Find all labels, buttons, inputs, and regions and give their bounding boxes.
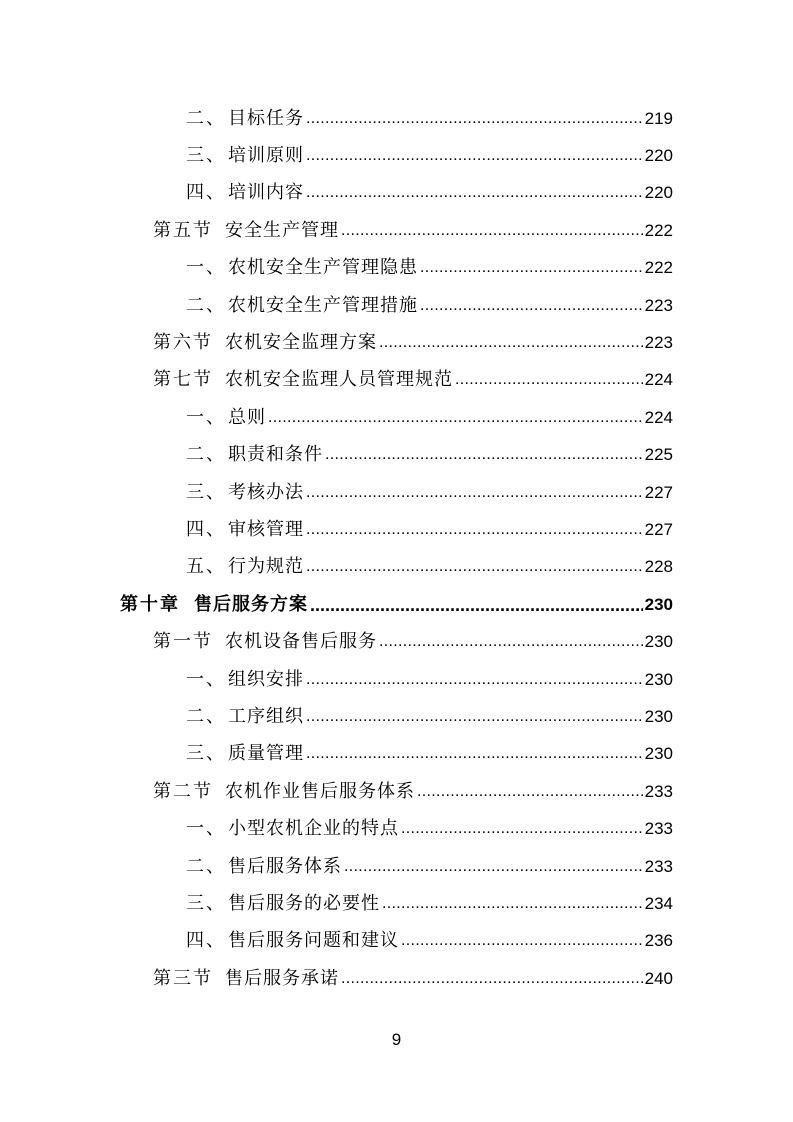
toc-entry-number: 第二节: [153, 780, 213, 802]
toc-entry-page: 223: [644, 332, 673, 352]
toc-entry[interactable]: [153, 624, 673, 661]
toc-entry-number: 一、: [186, 668, 226, 690]
toc-entry-page: 223: [644, 295, 673, 315]
toc-entry-title: 农机作业售后服务体系: [225, 780, 415, 802]
toc-entry[interactable]: [186, 250, 673, 287]
toc-dot-leader: [401, 931, 643, 951]
toc-dot-leader: [344, 857, 643, 877]
toc-entry[interactable]: [186, 923, 673, 960]
toc-entry-page: 230: [644, 594, 673, 614]
toc-entry-number: 三、: [186, 481, 226, 503]
toc-entry[interactable]: [186, 175, 673, 212]
toc-entry-number: 第七节: [153, 369, 213, 391]
toc-entry-title: 职责和条件: [228, 444, 323, 466]
toc-entry-page: 230: [644, 632, 673, 652]
toc-dot-leader: [455, 370, 643, 390]
toc-dot-leader: [306, 707, 643, 727]
toc-dot-leader: [306, 557, 643, 577]
toc-entry-number: 二、: [186, 107, 226, 129]
toc-entry-number: 五、: [186, 556, 226, 578]
toc-entry-page: 219: [644, 108, 673, 128]
toc-entry[interactable]: [120, 586, 673, 623]
toc-dot-leader: [310, 595, 643, 615]
toc-entry[interactable]: [153, 212, 673, 249]
toc-entry-title: 售后服务问题和建议: [228, 930, 399, 952]
toc-entry-title: 工序组织: [228, 705, 304, 727]
toc-dot-leader: [341, 221, 643, 241]
toc-entry-title: 售后服务的必要性: [228, 892, 380, 914]
toc-entry-title: 农机安全生产管理隐患: [228, 257, 418, 279]
toc-entry-title: 售后服务承诺: [225, 967, 339, 989]
toc-entry-title: 组织安排: [228, 668, 304, 690]
toc-entry-number: 三、: [186, 743, 226, 765]
toc-entry-page: 233: [644, 856, 673, 876]
toc-entry-number: 四、: [186, 518, 226, 540]
toc-entry[interactable]: [153, 362, 673, 399]
toc-entry-title: 培训原则: [228, 144, 304, 166]
toc-dot-leader: [306, 520, 643, 540]
toc-entry-number: 二、: [186, 444, 226, 466]
toc-dot-leader: [268, 408, 643, 428]
toc-entry-page: 233: [644, 819, 673, 839]
toc-dot-leader: [420, 258, 643, 278]
toc-entry-page: 227: [644, 482, 673, 502]
toc-entry-number: 三、: [186, 892, 226, 914]
toc-entry[interactable]: [186, 511, 673, 548]
toc-dot-leader: [401, 819, 643, 839]
toc-entry-number: 第五节: [153, 219, 213, 241]
toc-entry[interactable]: [186, 137, 673, 174]
toc-entry-title: 小型农机企业的特点: [228, 818, 399, 840]
toc-entry[interactable]: [186, 100, 673, 137]
toc-entry[interactable]: [186, 474, 673, 511]
toc-entry-number: 第十章: [120, 593, 180, 615]
toc-dot-leader: [306, 183, 643, 203]
toc-entry-page: 236: [644, 931, 673, 951]
toc-entry-number: 四、: [186, 182, 226, 204]
toc-entry[interactable]: [186, 848, 673, 885]
toc-entry-number: 一、: [186, 406, 226, 428]
toc-entry-title: 售后服务方案: [194, 593, 308, 615]
toc-entry-page: 227: [644, 519, 673, 539]
toc-entry-title: 质量管理: [228, 743, 304, 765]
toc-entry-title: 售后服务体系: [228, 855, 342, 877]
toc-entry-page: 220: [644, 145, 673, 165]
toc-entry-title: 总则: [228, 406, 266, 428]
toc-entry-number: 一、: [186, 257, 226, 279]
toc-entry[interactable]: [153, 773, 673, 810]
toc-dot-leader: [341, 969, 643, 989]
toc-entry-number: 三、: [186, 144, 226, 166]
toc-entry-page: 228: [644, 557, 673, 577]
toc-entry-page: 240: [644, 968, 673, 988]
toc-dot-leader: [417, 782, 643, 802]
toc-entry-page: 222: [644, 220, 673, 240]
toc-dot-leader: [379, 632, 643, 652]
toc-entry-page: 234: [644, 893, 673, 913]
toc-entry-page: 224: [644, 370, 673, 390]
toc-entry-title: 农机设备售后服务: [225, 631, 377, 653]
toc-entry-page: 230: [644, 744, 673, 764]
toc-dot-leader: [306, 483, 643, 503]
toc-entry[interactable]: [186, 549, 673, 586]
toc-entry-page: 224: [644, 407, 673, 427]
toc-entry[interactable]: [153, 960, 673, 997]
toc-entry-page: 230: [644, 706, 673, 726]
toc-entry-title: 培训内容: [228, 182, 304, 204]
toc-entry[interactable]: [186, 437, 673, 474]
toc-entry-page: 225: [644, 445, 673, 465]
toc-entry-title: 农机安全监理方案: [225, 331, 377, 353]
toc-entry-number: 二、: [186, 705, 226, 727]
toc-dot-leader: [306, 744, 643, 764]
toc-entry-title: 审核管理: [228, 518, 304, 540]
toc-dot-leader: [306, 670, 643, 690]
toc-entry-page: 220: [644, 183, 673, 203]
toc-dot-leader: [379, 333, 643, 353]
toc-dot-leader: [306, 146, 643, 166]
toc-entry[interactable]: [186, 287, 673, 324]
toc-entry-title: 目标任务: [228, 107, 304, 129]
toc-entry-page: 233: [644, 781, 673, 801]
toc-entry-number: 第一节: [153, 631, 213, 653]
toc-dot-leader: [325, 445, 643, 465]
toc-entry-title: 农机安全监理人员管理规范: [225, 369, 453, 391]
toc-entry-page: 230: [644, 669, 673, 689]
toc-entry-page: 222: [644, 258, 673, 278]
toc-entry[interactable]: [186, 399, 673, 436]
toc-entry-title: 安全生产管理: [225, 219, 339, 241]
toc-entry-number: 第六节: [153, 331, 213, 353]
toc-entry[interactable]: [186, 811, 673, 848]
toc-entry-number: 二、: [186, 294, 226, 316]
toc-entry-number: 二、: [186, 855, 226, 877]
toc-dot-leader: [382, 894, 643, 914]
toc-entry-number: 四、: [186, 930, 226, 952]
page-number: 9: [391, 1030, 402, 1049]
toc-entry[interactable]: [186, 698, 673, 735]
toc-entry-title: 行为规范: [228, 556, 304, 578]
toc-dot-leader: [306, 109, 643, 129]
toc-entry-number: 第三节: [153, 967, 213, 989]
toc-entry[interactable]: [186, 885, 673, 922]
toc-entry-number: 一、: [186, 818, 226, 840]
toc-entry[interactable]: [153, 324, 673, 361]
toc-entry[interactable]: [186, 661, 673, 698]
toc-entry-title: 考核办法: [228, 481, 304, 503]
toc-entry[interactable]: [186, 736, 673, 773]
toc-entry-title: 农机安全生产管理措施: [228, 294, 418, 316]
toc-dot-leader: [420, 296, 643, 316]
